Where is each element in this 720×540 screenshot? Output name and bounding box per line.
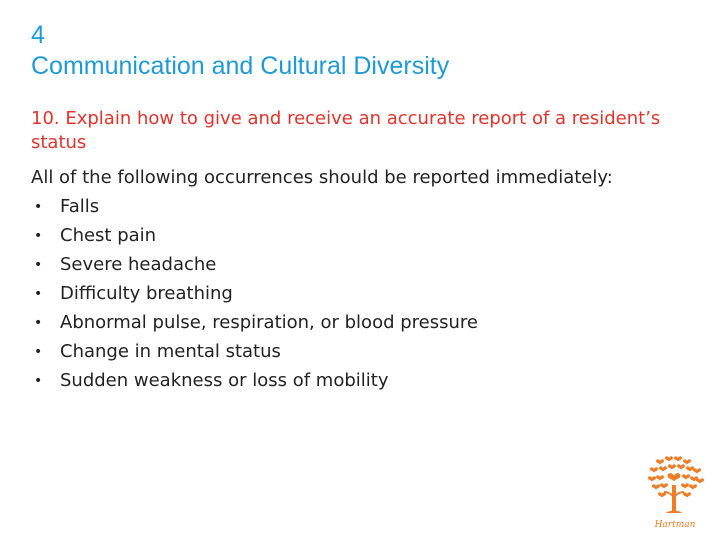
- list-item-text: Chest pain: [60, 225, 157, 246]
- heart-tree-icon: [640, 455, 710, 533]
- bullet-icon: •: [34, 373, 43, 389]
- chapter-title: Communication and Cultural Diversity: [31, 52, 450, 80]
- list-item: [31, 223, 478, 252]
- bullet-icon: •: [34, 228, 43, 244]
- list-item: [31, 339, 478, 368]
- list-item: [31, 252, 478, 281]
- bullet-icon: •: [34, 257, 43, 273]
- learning-objective: 10. Explain how to give and receive an accurate report of a resident’s status: [31, 108, 661, 153]
- bullet-icon: •: [34, 286, 43, 302]
- list-item-text: Falls: [60, 196, 100, 217]
- logo-text: Hartman: [654, 520, 696, 530]
- hartman-logo: [640, 455, 710, 533]
- list-item-text: Change in mental status: [60, 341, 281, 362]
- list-item: [31, 281, 478, 310]
- list-item: [31, 368, 478, 397]
- intro-text: All of the following occurrences should be reported immediately:: [31, 167, 613, 188]
- slide-title: [31, 20, 449, 82]
- bullet-list: [31, 194, 478, 397]
- list-item: [31, 194, 478, 223]
- bullet-icon: •: [34, 199, 43, 215]
- list-item-text: Abnormal pulse, respiration, or blood pressure: [60, 312, 478, 333]
- list-item: [31, 310, 478, 339]
- bullet-icon: •: [34, 344, 43, 360]
- list-item-text: Severe headache: [60, 254, 217, 275]
- list-item-text: Sudden weakness or loss of mobility: [60, 370, 389, 391]
- chapter-number: 4: [31, 21, 45, 49]
- bullet-icon: •: [34, 315, 43, 331]
- list-item-text: Difficulty breathing: [60, 283, 233, 304]
